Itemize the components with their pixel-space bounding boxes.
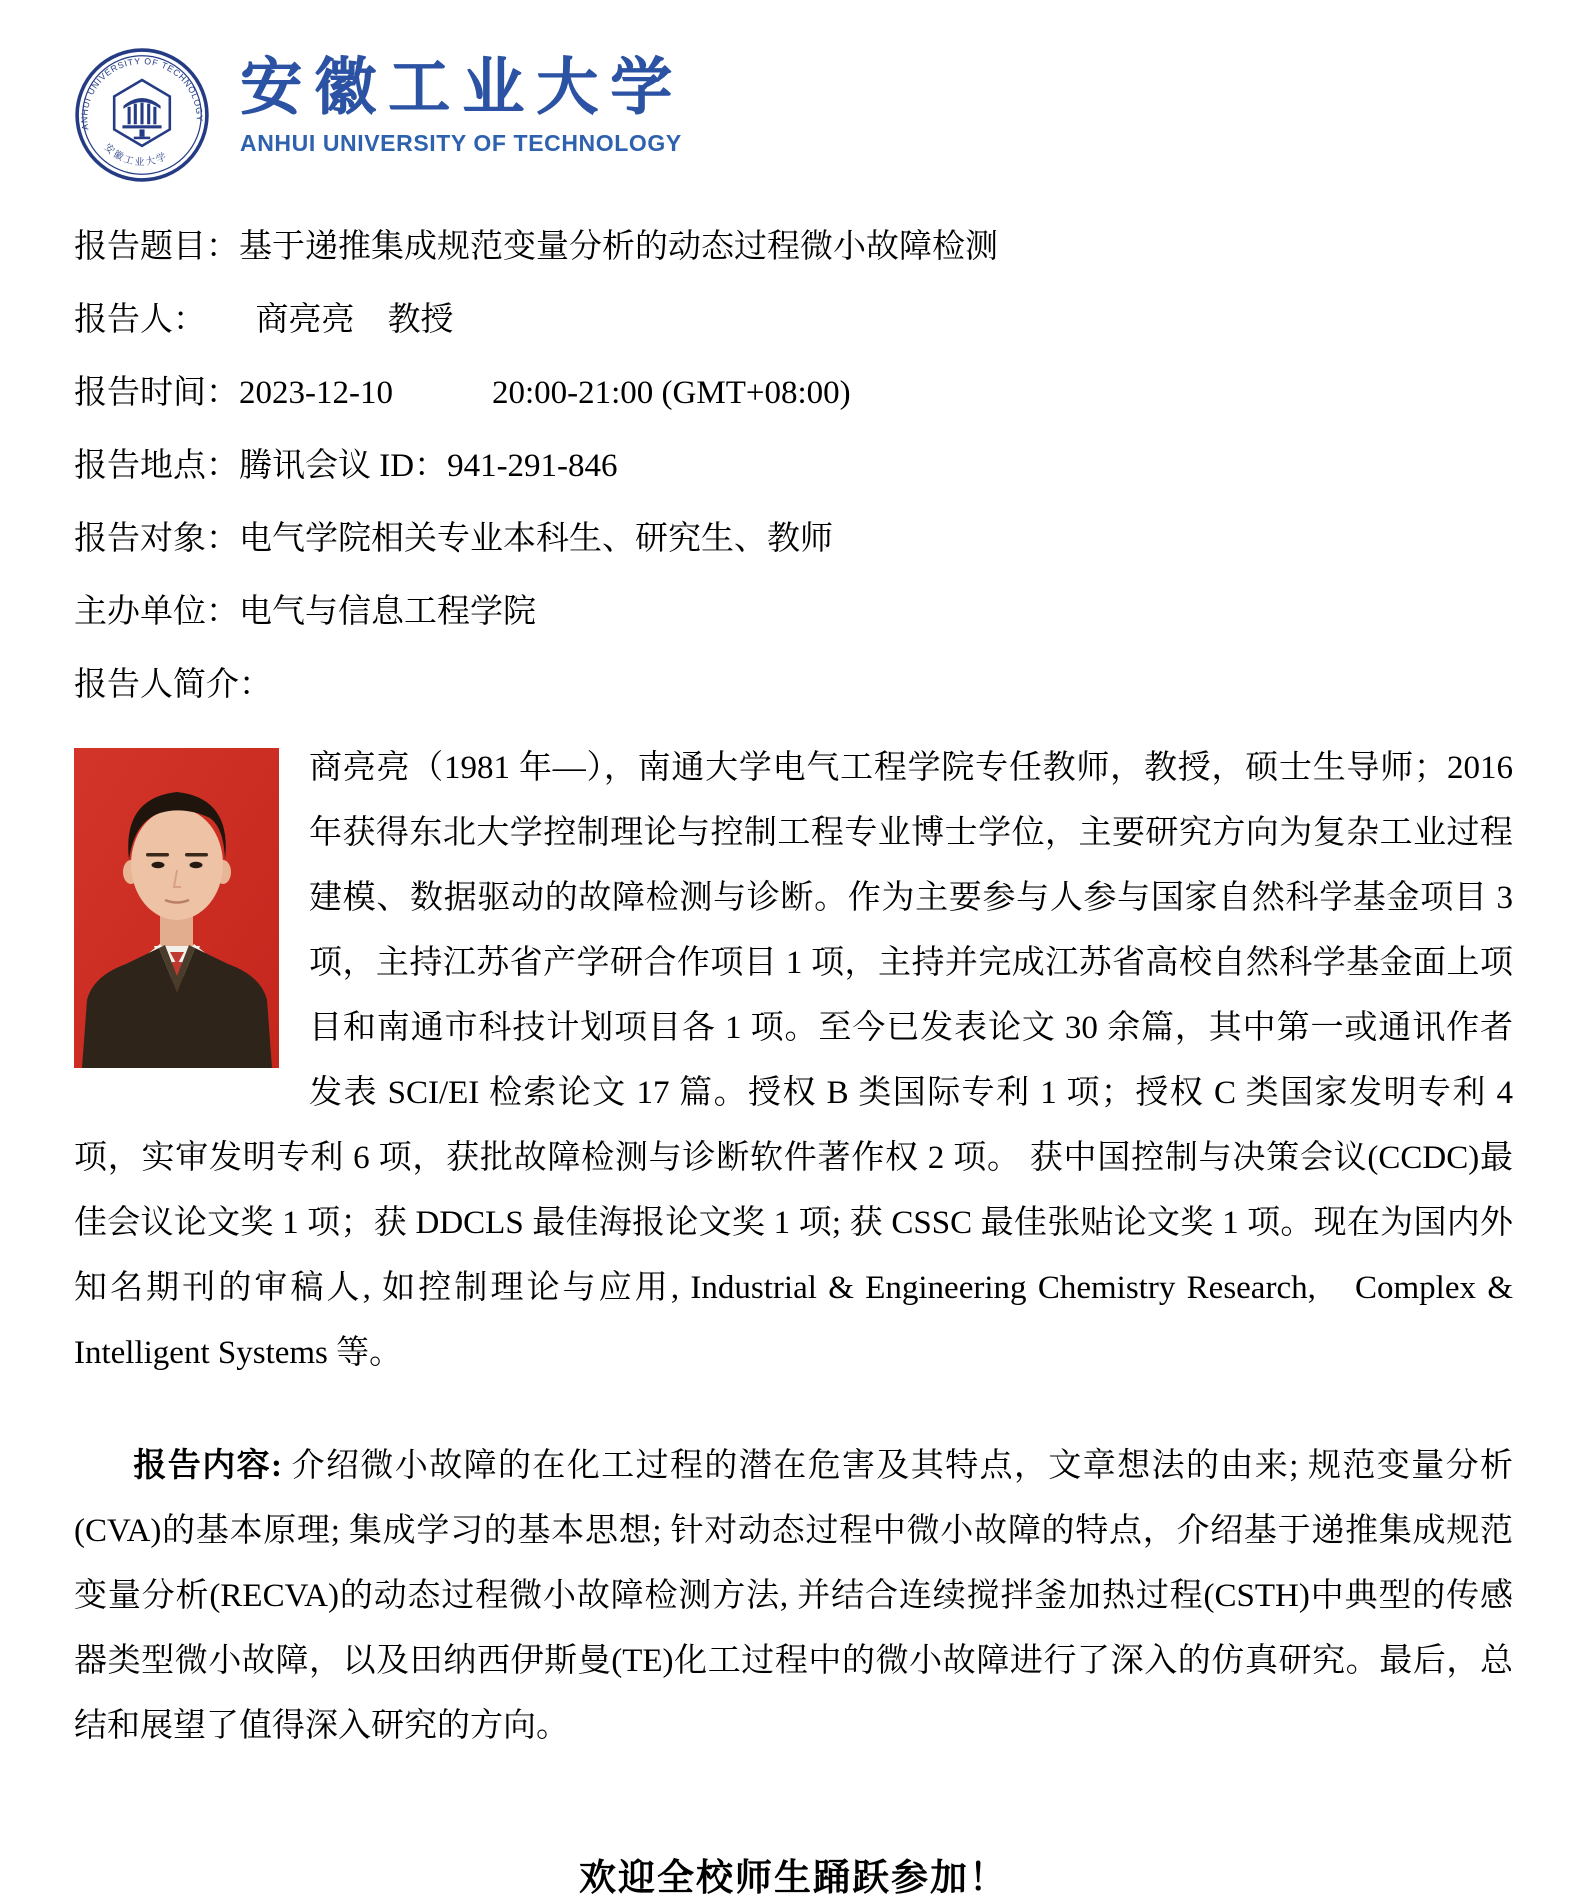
university-seal-logo [74,47,210,183]
speaker-bio-text: 商亮亮（1981 年—），南通大学电气工程学院专任教师，教授，硕士生导师；2016 年获得东北大学控制理论与控制工程专业博士学位，主要研究方向为复杂工业过程建模、数据驱动的故障检测与诊断。作为主要参与人参与国家自然科学基金项目 3 项，主持江苏省产学研合作项目 1 项，主持并完成江苏省高校自然科学基金面上项目和南通市科技计划项目各 1 项。至今已发表论文 30 余篇，其中第一或通讯作者发表 SCI/EI 检索论文 17 篇。授权 B 类国际专利 1 项；授权 C 类国家发明专利 4 项，实审发明专利 6 项，获批故障检测与诊断软件著作权 2 项。 获中国控制与决策会议(CCDC)最佳会议论文奖 1 项；获 DDCLS 最佳海报论文奖 1 项; 获 CSSC 最佳张贴论文奖 1 项。现在为国内外知名期刊的审稿人, 如控制理论与应用, Industrial & Engineering Chemistry Research, Complex & Intelligent Systems 等。 [74,750,1513,1371]
university-name-chinese: 安徽工业大学 [240,54,685,122]
university-seal-icon [74,47,210,183]
speaker-photo [74,748,279,1068]
info-line-speaker: 报告人： 商亮亮 教授 [74,302,454,338]
info-line-location: 报告地点：腾讯会议 ID：941-291-846 [74,448,618,484]
info-line-audience: 报告对象：电气学院相关专业本科生、研究生、教师 [74,521,833,557]
svg-text:安徽工业大学 [102,140,170,168]
info-line-bio-label: 报告人简介： [74,667,272,703]
seminar-info-block [74,211,1513,722]
university-brand [240,45,684,157]
seal-building-icon [122,98,161,139]
info-line-time: 报告时间：2023-12-10 20:00-21:00 (GMT+08:00) [74,375,851,411]
seminar-content-body: 介绍微小故障的在化工过程的潜在危害及其特点，文章想法的由来; 规范变量分析(CVA)的基本原理; 集成学习的基本思想; 针对动态过程中微小故障的特点，介绍基于递推集成规范变量分析(RECVA)的动态过程微小故障检测方法, 并结合连续搅拌釜加热过程(CSTH)中典型的传感器类型微小故障，以及田纳西伊斯曼(TE)化工过程中的微小故障进行了深入的仿真研究。最后，总结和展望了值得深入研究的方向。 [74,1448,1513,1744]
speaker-bio-section [74,736,1513,1386]
seminar-content-label: 报告内容: [133,1448,282,1484]
speaker-portrait-illustration [74,748,279,1068]
university-name-english: ANHUI UNIVERSITY OF TECHNOLOGY [240,130,682,156]
info-line-organizer: 主办单位：电气与信息工程学院 [74,594,536,630]
seal-ring-text-bottom: 安徽工业大学 [101,141,171,169]
seminar-content-paragraph [74,1434,1513,1759]
seal-ring-text-top: ANHUI UNIVERSITY OF TECHNOLOGY [79,56,205,131]
university-header [74,45,1513,203]
welcome-message: 欢迎全校师生踊跃参加！ [579,1858,1008,1899]
info-line-title: 报告题目：基于递推集成规范变量分析的动态过程微小故障检测 [74,229,998,265]
